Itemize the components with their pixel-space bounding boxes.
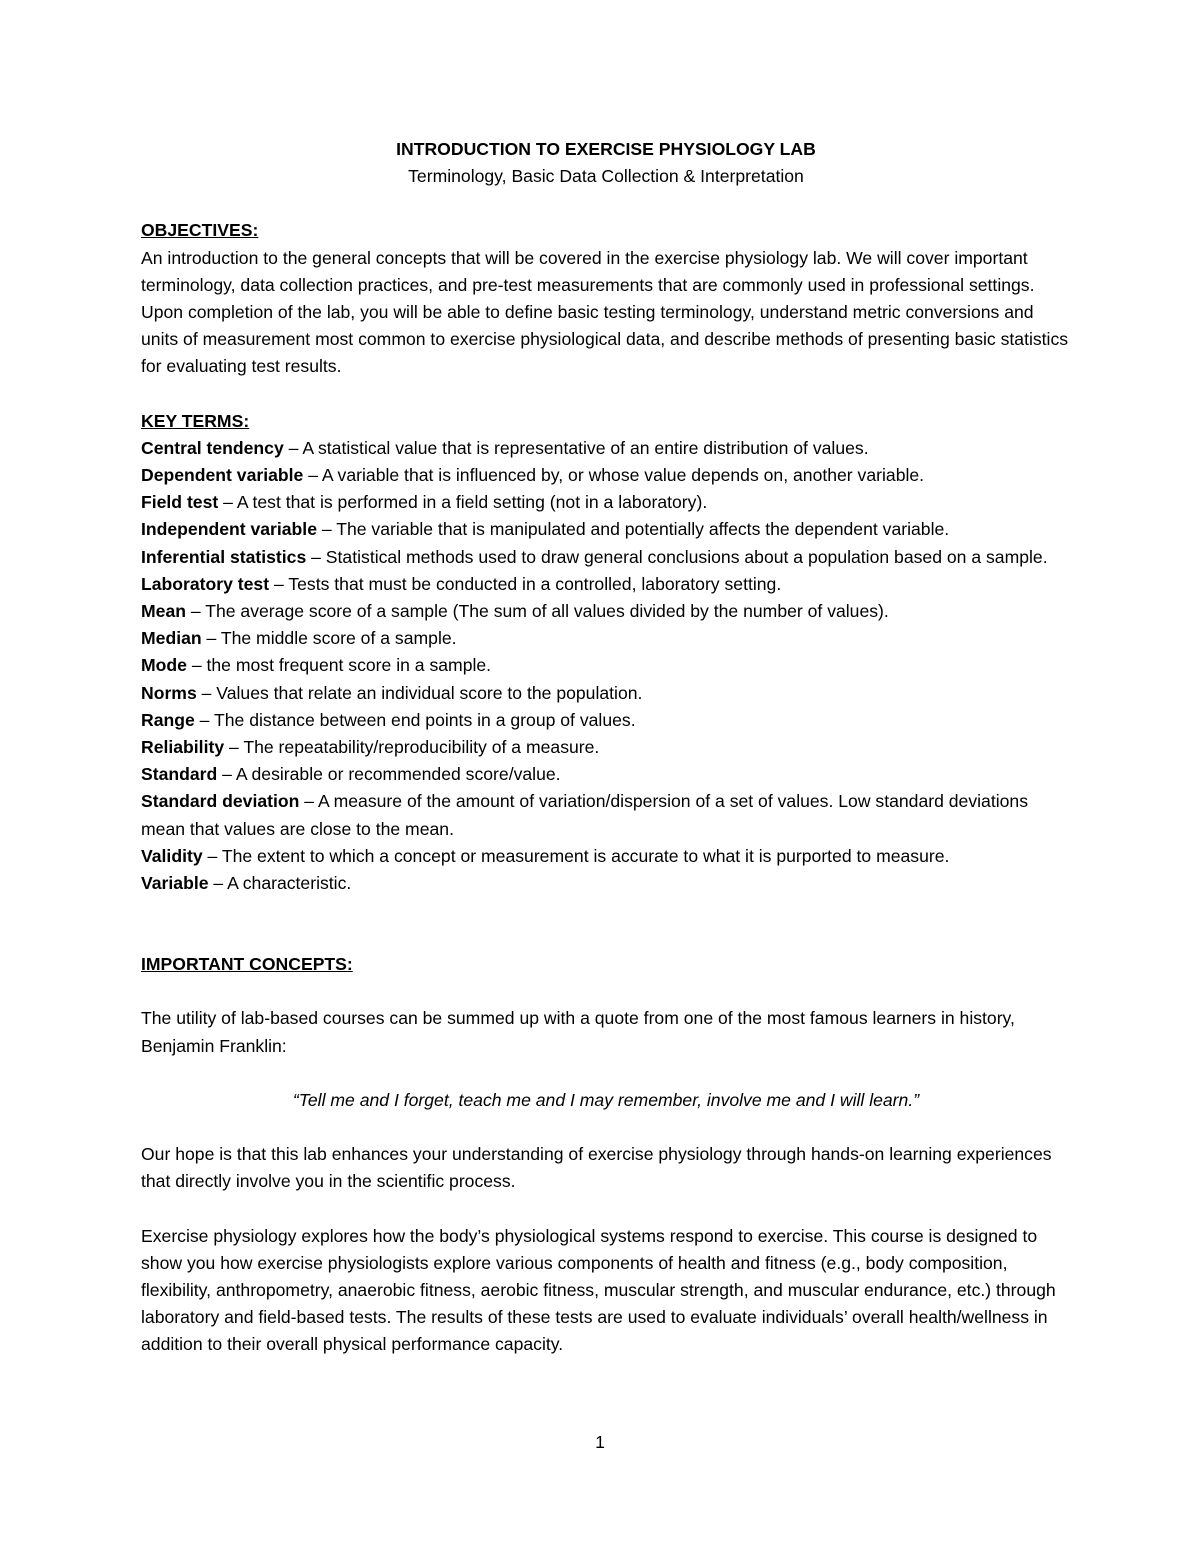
key-term-item [141,680,1071,707]
document-title: INTRODUCTION TO EXERCISE PHYSIOLOGY LAB [396,139,816,159]
key-term-item [141,870,1071,897]
page-number: 1 [595,1432,605,1452]
key-term-definition: – The extent to which a concept or measurement is accurate to what it is purported to measure. [202,845,950,866]
key-term: Validity [141,845,203,866]
key-term-item [141,489,1071,516]
key-term: Dependent variable [141,465,304,486]
key-term-definition: – The middle score of a sample. [201,628,457,649]
concepts-paragraph-1: Our hope is that this lab enhances your understanding of exercise physiology through hands-on learning experiences that directly involve you in the scientific process. [141,1144,1052,1192]
key-term: Range [141,709,195,730]
document-subtitle: Terminology, Basic Data Collection & Interpretation [408,166,804,187]
key-term-item [141,625,1071,652]
key-term: Mode [141,655,187,676]
key-term-definition: – A variable that is influenced by, or whose value depends on, another variable. [303,465,925,486]
key-term-definition: – A desirable or recommended score/value. [217,764,561,785]
key-term-definition: – A measure of the amount of variation/dispersion of a set of values. Low standard deviations mean that values are close to the mean. [141,791,1028,839]
key-term-definition: – A test that is performed in a field setting (not in a laboratory). [218,492,708,513]
key-term-item [141,516,1071,543]
key-term-item [141,571,1071,598]
important-concepts-heading: IMPORTANT CONCEPTS: [141,954,353,975]
key-term-item [141,761,1071,788]
key-term-definition: – the most frequent score in a sample. [186,655,492,676]
key-term: Inferential statistics [141,546,307,567]
key-term-definition: – The distance between end points in a group of values. [194,709,636,730]
key-term: Field test [141,492,219,513]
key-term-item [141,843,1071,870]
key-term-definition: – A characteristic. [208,873,352,894]
key-term: Laboratory test [141,573,270,594]
key-term-definition: – The average score of a sample (The sum of all values divided by the number of values). [185,601,889,622]
key-term-item [141,598,1071,625]
key-term-definition: – Values that relate an individual score to the population. [196,682,643,703]
key-terms-heading: KEY TERMS: [141,410,250,431]
key-terms-list [141,435,1071,897]
key-term: Independent variable [141,519,317,540]
objectives-heading: OBJECTIVES: [141,220,259,241]
key-term-item [141,435,1071,462]
key-term-item [141,734,1071,761]
key-term-definition: – A statistical value that is representative of an entire distribution of values. [283,437,869,458]
key-term: Variable [141,873,209,894]
key-term: Median [141,628,202,649]
key-term-definition: – The variable that is manipulated and potentially affects the dependent variable. [316,519,950,540]
franklin-quote: “Tell me and I forget, teach me and I may remember, involve me and I will learn.” [292,1089,920,1110]
key-term-definition: – Tests that must be conducted in a controlled, laboratory setting. [269,573,782,594]
key-term-item [141,652,1071,679]
key-term-item [141,544,1071,571]
key-term-definition: – The repeatability/reproducibility of a measure. [224,737,600,758]
concepts-intro: The utility of lab-based courses can be summed up with a quote from one of the most famous learners in history, Benjamin Franklin: [141,1008,1015,1056]
key-term-item [141,462,1071,489]
key-term: Central tendency [141,437,284,458]
key-term-item [141,788,1071,842]
objectives-text: An introduction to the general concepts that will be covered in the exercise physiology lab. We will cover important terminology, data collection practices, and pre-test measurements that are commonly used in professional settings. Upon completion of the lab, you will be able to define basic testing terminology, understand metric conversions and units of measurement most common to exercise physiological data, and describe methods of presenting basic statistics for evaluating test results. [141,247,1069,377]
document-page [141,136,1071,1359]
key-term: Norms [141,682,197,703]
key-term-item [141,707,1071,734]
key-term: Standard deviation [141,791,300,812]
key-term: Standard [141,764,218,785]
key-term: Mean [141,601,186,622]
key-term: Reliability [141,737,225,758]
key-term-definition: – Statistical methods used to draw general conclusions about a population based on a sample. [306,546,1048,567]
concepts-paragraph-2: Exercise physiology explores how the body’s physiological systems respond to exercise. This course is designed to show you how exercise physiologists explore various components of health and fitness (e.g., body composition, flexibility, anthropometry, anaerobic fitness, aerobic fitness, muscular strength, and muscular endurance, etc.) through laboratory and field-based tests. The results of these tests are used to evaluate individuals’ overall health/wellness in addition to their overall physical performance capacity. [141,1225,1056,1355]
